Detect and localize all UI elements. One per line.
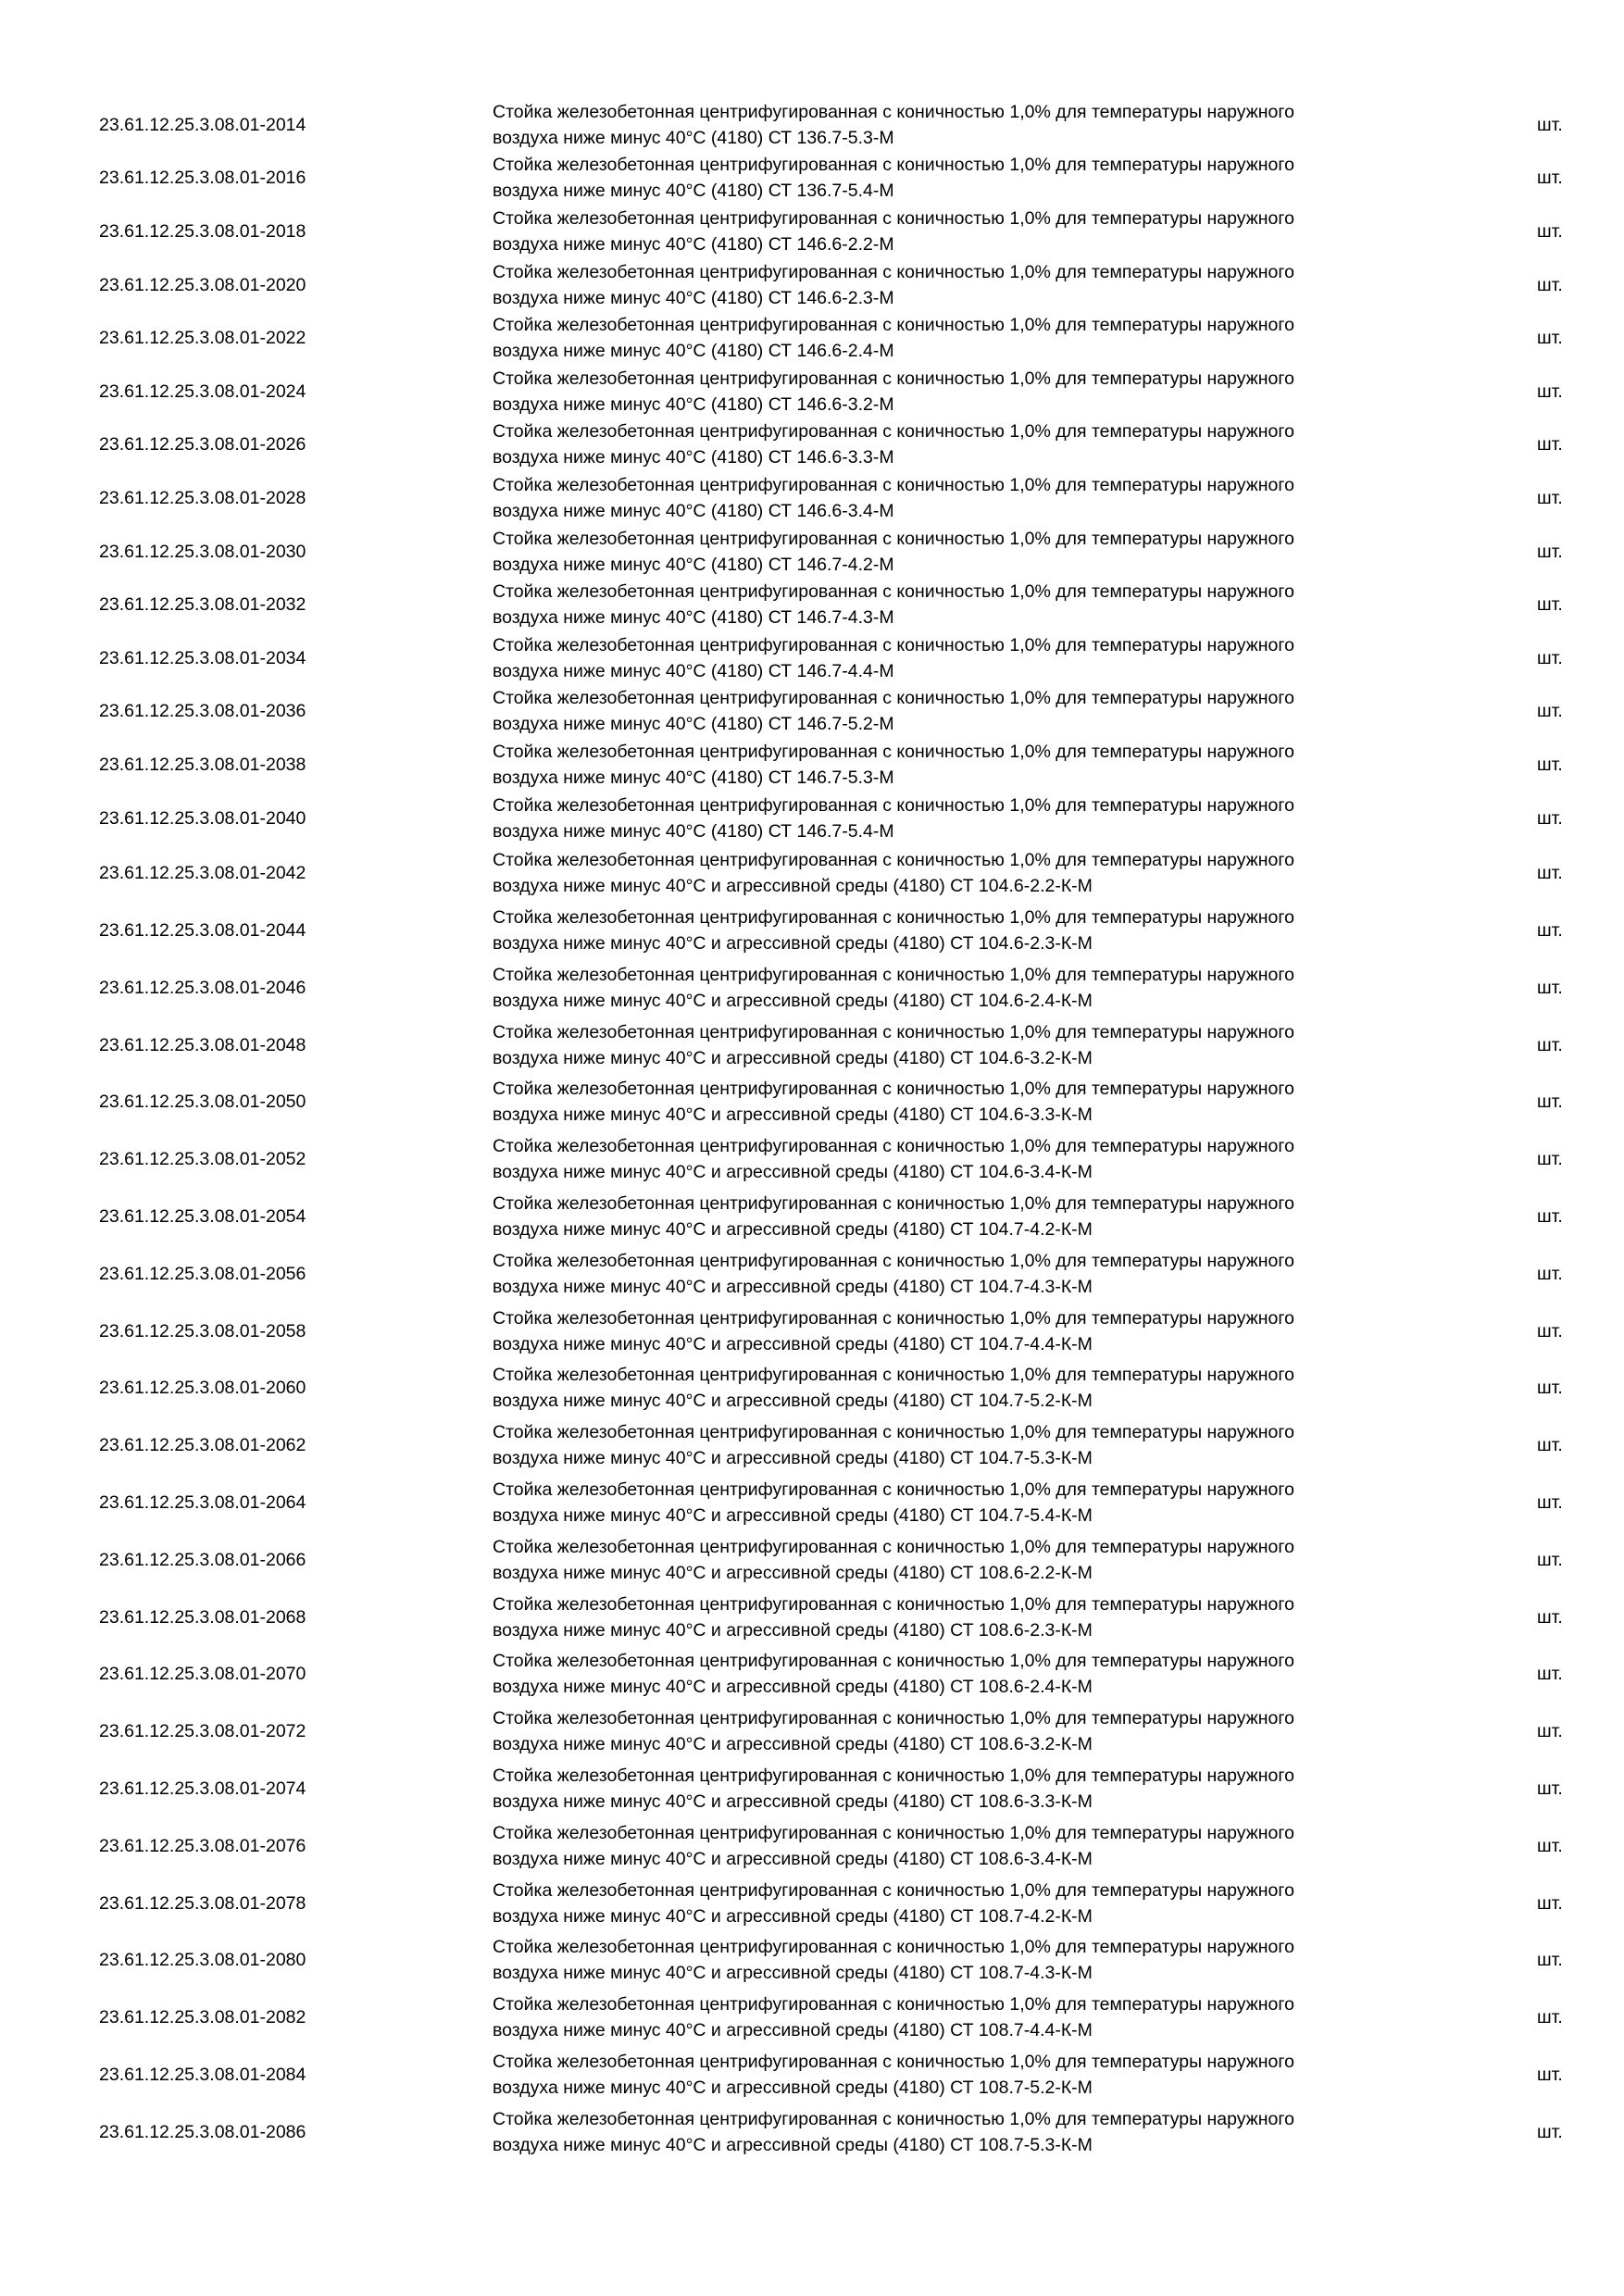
description-line-1: Стойка железобетонная центрифугированная с коничностью 1,0% для температуры наружного (493, 688, 1294, 709)
table-row (0, 1817, 1624, 1875)
resource-description (493, 1019, 1428, 1071)
description-line-2: воздуха ниже минус 40°С (4180) СТ 146.7-4.2-М (493, 554, 894, 575)
description-line-2: воздуха ниже минус 40°С (4180) СТ 146.7-5.3-М (493, 767, 894, 788)
unit-of-measure: шт. (1537, 754, 1563, 775)
resource-description (493, 685, 1428, 737)
resource-code: 23.61.12.25.3.08.01-2052 (99, 1149, 306, 1170)
description-line-2: воздуха ниже минус 40°С (4180) СТ 146.6-3.3-М (493, 447, 894, 468)
table-row (0, 2103, 1624, 2161)
unit-of-measure: шт. (1537, 920, 1563, 941)
resource-description (493, 1991, 1428, 2043)
table-row (0, 1188, 1624, 1245)
description-line-1: Стойка железобетонная центрифугированная с коничностью 1,0% для температуры наружного (493, 261, 1294, 282)
table-row (0, 1931, 1624, 1989)
description-line-2: воздуха ниже минус 40°С (4180) СТ 146.7-5.4-М (493, 820, 894, 842)
resource-code: 23.61.12.25.3.08.01-2018 (99, 220, 306, 242)
resource-description (493, 366, 1428, 418)
description-line-2: воздуха ниже минус 40°С (4180) СТ 146.6-2.4-М (493, 341, 894, 362)
table-row (0, 152, 1624, 206)
resource-description (493, 259, 1428, 311)
resource-code: 23.61.12.25.3.08.01-2036 (99, 701, 306, 722)
resource-code: 23.61.12.25.3.08.01-2044 (99, 920, 306, 941)
resource-description (493, 206, 1428, 257)
resource-code: 23.61.12.25.3.08.01-2026 (99, 434, 306, 455)
description-line-1: Стойка железобетонная центрифугированная с коничностью 1,0% для температуры наружного (493, 1192, 1294, 1214)
unit-of-measure: шт. (1537, 1721, 1563, 1742)
resource-code: 23.61.12.25.3.08.01-2066 (99, 1549, 306, 1570)
description-line-2: воздуха ниже минус 40°С и агрессивной среды (4180) СТ 104.6-3.2-К-М (493, 1047, 1093, 1068)
description-line-1: Стойка железобетонная центрифугированная с коничностью 1,0% для температуры наружного (493, 101, 1294, 122)
resource-code: 23.61.12.25.3.08.01-2046 (99, 977, 306, 998)
description-line-2: воздуха ниже минус 40°С и агрессивной среды (4180) СТ 104.7-4.2-К-М (493, 1218, 1093, 1240)
resource-code: 23.61.12.25.3.08.01-2082 (99, 2007, 306, 2028)
description-line-2: воздуха ниже минус 40°С (4180) СТ 146.6-2.2-М (493, 233, 894, 255)
resource-code: 23.61.12.25.3.08.01-2050 (99, 1092, 306, 1113)
table-row (0, 205, 1624, 258)
resource-description (493, 152, 1428, 204)
description-line-1: Стойка железобетонная центрифугированная с коничностью 1,0% для температуры наружного (493, 1079, 1294, 1100)
description-line-1: Стойка железобетонная центрифугированная с коничностью 1,0% для температуры наружного (493, 1365, 1294, 1386)
table-row (0, 525, 1624, 579)
resource-description (493, 905, 1428, 956)
table-row (0, 902, 1624, 959)
description-line-2: воздуха ниже минус 40°С (4180) СТ 146.6-2.3-М (493, 287, 894, 308)
table-row (0, 1245, 1624, 1303)
table-row (0, 1589, 1624, 1646)
resource-description (493, 847, 1428, 899)
resource-description (493, 472, 1428, 524)
table-row (0, 1703, 1624, 1760)
description-line-2: воздуха ниже минус 40°С и агрессивной среды (4180) СТ 104.7-5.2-К-М (493, 1391, 1093, 1412)
resource-description (493, 1191, 1428, 1242)
resource-code: 23.61.12.25.3.08.01-2054 (99, 1205, 306, 1227)
description-line-1: Стойка железобетонная центрифугированная с коничностью 1,0% для температуры наружного (493, 1021, 1294, 1042)
description-line-1: Стойка железобетонная центрифугированная с коничностью 1,0% для температуры наружного (493, 1593, 1294, 1615)
unit-of-measure: шт. (1537, 594, 1563, 616)
resource-description (493, 1820, 1428, 1872)
unit-of-measure: шт. (1537, 1320, 1563, 1341)
description-line-1: Стойка железобетонная центрифугированная с коничностью 1,0% для температуры наружного (493, 1651, 1294, 1672)
description-line-2: воздуха ниже минус 40°С и агрессивной среды (4180) СТ 104.7-4.3-К-М (493, 1276, 1093, 1297)
table-row (0, 1074, 1624, 1131)
resource-code: 23.61.12.25.3.08.01-2076 (99, 1835, 306, 1856)
unit-of-measure: шт. (1537, 1664, 1563, 1685)
unit-of-measure: шт. (1537, 328, 1563, 349)
table-row (0, 685, 1624, 739)
unit-of-measure: шт. (1537, 1205, 1563, 1227)
description-line-1: Стойка железобетонная центрифугированная с коничностью 1,0% для температуры наружного (493, 315, 1294, 336)
description-line-1: Стойка железобетонная центрифугированная с коничностью 1,0% для температуры наружного (493, 581, 1294, 603)
description-line-1: Стойка железобетонная центрифугированная с коничностью 1,0% для температуры наружного (493, 964, 1294, 985)
description-line-2: воздуха ниже минус 40°С и агрессивной среды (4180) СТ 108.7-4.3-К-М (493, 1963, 1093, 1984)
description-line-2: воздуха ниже минус 40°С и агрессивной среды (4180) СТ 104.6-3.3-К-М (493, 1104, 1093, 1126)
description-line-1: Стойка железобетонная центрифугированная с коничностью 1,0% для температуры наружного (493, 1879, 1294, 1901)
resource-description (493, 1705, 1428, 1757)
description-line-2: воздуха ниже минус 40°С (4180) СТ 146.6-3.2-М (493, 393, 894, 415)
resource-description (493, 1305, 1428, 1357)
unit-of-measure: шт. (1537, 1549, 1563, 1570)
description-line-2: воздуха ниже минус 40°С (4180) СТ 146.7-5.2-М (493, 714, 894, 735)
table-row (0, 578, 1624, 631)
table-row (0, 311, 1624, 365)
resource-description (493, 579, 1428, 630)
resource-description (493, 1934, 1428, 1986)
resource-description (493, 1591, 1428, 1643)
unit-of-measure: шт. (1537, 1892, 1563, 1914)
resource-code: 23.61.12.25.3.08.01-2078 (99, 1892, 306, 1914)
description-line-1: Стойка железобетонная центрифугированная с коничностью 1,0% для температуры наружного (493, 528, 1294, 549)
description-line-2: воздуха ниже минус 40°С и агрессивной среды (4180) СТ 108.6-3.4-К-М (493, 1848, 1093, 1869)
description-line-2: воздуха ниже минус 40°С (4180) СТ 146.7-4.4-М (493, 660, 894, 681)
description-line-2: воздуха ниже минус 40°С и агрессивной среды (4180) СТ 104.7-5.4-К-М (493, 1504, 1093, 1526)
unit-of-measure: шт. (1537, 1491, 1563, 1513)
table-row (0, 1303, 1624, 1360)
table-row (0, 418, 1624, 472)
description-line-1: Стойка железобетонная центрифугированная с коничностью 1,0% для температуры наружного (493, 1307, 1294, 1329)
description-line-2: воздуха ниже минус 40°С и агрессивной среды (4180) СТ 108.7-5.3-К-М (493, 2134, 1093, 2155)
description-line-1: Стойка железобетонная центрифугированная с коничностью 1,0% для температуры наружного (493, 474, 1294, 495)
resource-code: 23.61.12.25.3.08.01-2086 (99, 2121, 306, 2142)
resource-description (493, 418, 1428, 470)
unit-of-measure: шт. (1537, 434, 1563, 455)
description-line-2: воздуха ниже минус 40°С и агрессивной среды (4180) СТ 108.6-3.3-К-М (493, 1791, 1093, 1812)
unit-of-measure: шт. (1537, 2007, 1563, 2028)
description-line-1: Стойка железобетонная центрифугированная с коничностью 1,0% для температуры наружного (493, 207, 1294, 229)
table-row (0, 738, 1624, 792)
description-line-1: Стойка железобетонная центрифугированная с коничностью 1,0% для температуры наружного (493, 1994, 1294, 2015)
table-row (0, 792, 1624, 845)
resource-code: 23.61.12.25.3.08.01-2064 (99, 1491, 306, 1513)
description-line-2: воздуха ниже минус 40°С и агрессивной среды (4180) СТ 108.7-4.4-К-М (493, 2020, 1093, 2041)
resource-code: 23.61.12.25.3.08.01-2080 (99, 1950, 306, 1971)
resource-description (493, 962, 1428, 1014)
description-line-1: Стойка железобетонная центрифугированная с коничностью 1,0% для температуры наружного (493, 1136, 1294, 1157)
description-line-2: воздуха ниже минус 40°С и агрессивной среды (4180) СТ 104.6-2.2-К-М (493, 876, 1093, 897)
unit-of-measure: шт. (1537, 381, 1563, 402)
unit-of-measure: шт. (1537, 541, 1563, 562)
resource-code: 23.61.12.25.3.08.01-2020 (99, 274, 306, 295)
table-row (0, 844, 1624, 902)
description-line-1: Стойка железобетонная центрифугированная с коничностью 1,0% для температуры наружного (493, 1822, 1294, 1843)
price-table (0, 98, 1624, 2161)
resource-code: 23.61.12.25.3.08.01-2034 (99, 647, 306, 668)
resource-code: 23.61.12.25.3.08.01-2040 (99, 807, 306, 829)
description-line-2: воздуха ниже минус 40°С (4180) СТ 146.7-4.3-М (493, 607, 894, 629)
resource-description (493, 1648, 1428, 1700)
description-line-1: Стойка железобетонная центрифугированная с коничностью 1,0% для температуры наружного (493, 1422, 1294, 1443)
unit-of-measure: шт. (1537, 274, 1563, 295)
resource-description (493, 739, 1428, 791)
resource-description (493, 2049, 1428, 2101)
unit-of-measure: шт. (1537, 1034, 1563, 1055)
unit-of-measure: шт. (1537, 1835, 1563, 1856)
description-line-1: Стойка железобетонная центрифугированная с коничностью 1,0% для температуры наружного (493, 368, 1294, 389)
resource-code: 23.61.12.25.3.08.01-2056 (99, 1263, 306, 1284)
table-row (0, 1531, 1624, 1589)
table-row (0, 2046, 1624, 2103)
description-line-1: Стойка железобетонная центрифугированная с коничностью 1,0% для температуры наружного (493, 1708, 1294, 1729)
table-row (0, 1130, 1624, 1188)
description-line-1: Стойка железобетонная центрифугированная с коничностью 1,0% для температуры наружного (493, 794, 1294, 816)
table-row (0, 98, 1624, 152)
resource-description (493, 1076, 1428, 1128)
unit-of-measure: шт. (1537, 1092, 1563, 1113)
resource-description (493, 1477, 1428, 1529)
description-line-2: воздуха ниже минус 40°С и агрессивной среды (4180) СТ 108.7-5.2-К-М (493, 2077, 1093, 2098)
description-line-2: воздуха ниже минус 40°С (4180) СТ 136.7-5.3-М (493, 127, 894, 148)
table-row (0, 365, 1624, 418)
table-row (0, 1875, 1624, 1932)
description-line-1: Стойка железобетонная центрифугированная с коничностью 1,0% для температуры наружного (493, 1479, 1294, 1500)
description-line-2: воздуха ниже минус 40°С и агрессивной среды (4180) СТ 108.6-2.4-К-М (493, 1677, 1093, 1698)
unit-of-measure: шт. (1537, 807, 1563, 829)
table-row (0, 1760, 1624, 1817)
resource-code: 23.61.12.25.3.08.01-2022 (99, 328, 306, 349)
table-row (0, 1359, 1624, 1416)
table-row (0, 631, 1624, 685)
resource-code: 23.61.12.25.3.08.01-2016 (99, 168, 306, 189)
description-line-2: воздуха ниже минус 40°С и агрессивной среды (4180) СТ 104.6-2.4-К-М (493, 990, 1093, 1011)
unit-of-measure: шт. (1537, 1263, 1563, 1284)
table-row (0, 471, 1624, 525)
resource-code: 23.61.12.25.3.08.01-2060 (99, 1378, 306, 1399)
unit-of-measure: шт. (1537, 1778, 1563, 1799)
description-line-1: Стойка железобетонная центрифугированная с коничностью 1,0% для температуры наружного (493, 421, 1294, 443)
unit-of-measure: шт. (1537, 220, 1563, 242)
description-line-2: воздуха ниже минус 40°С (4180) СТ 136.7-5.4-М (493, 181, 894, 202)
description-line-1: Стойка железобетонная центрифугированная с коничностью 1,0% для температуры наружного (493, 634, 1294, 655)
table-row (0, 1416, 1624, 1474)
description-line-1: Стойка железобетонная центрифугированная с коничностью 1,0% для температуры наружного (493, 1536, 1294, 1557)
resource-description (493, 1763, 1428, 1815)
resource-description (493, 1362, 1428, 1414)
resource-code: 23.61.12.25.3.08.01-2032 (99, 594, 306, 616)
description-line-2: воздуха ниже минус 40°С и агрессивной среды (4180) СТ 104.7-4.4-К-М (493, 1333, 1093, 1354)
resource-code: 23.61.12.25.3.08.01-2084 (99, 2064, 306, 2085)
unit-of-measure: шт. (1537, 1378, 1563, 1399)
unit-of-measure: шт. (1537, 977, 1563, 998)
description-line-1: Стойка железобетонная центрифугированная с коничностью 1,0% для температуры наружного (493, 155, 1294, 176)
resource-code: 23.61.12.25.3.08.01-2058 (99, 1320, 306, 1341)
description-line-2: воздуха ниже минус 40°С и агрессивной среды (4180) СТ 104.7-5.3-К-М (493, 1448, 1093, 1469)
resource-code: 23.61.12.25.3.08.01-2074 (99, 1778, 306, 1799)
resource-code: 23.61.12.25.3.08.01-2072 (99, 1721, 306, 1742)
resource-description (493, 1878, 1428, 1929)
unit-of-measure: шт. (1537, 647, 1563, 668)
resource-description (493, 312, 1428, 364)
unit-of-measure: шт. (1537, 114, 1563, 135)
description-line-2: воздуха ниже минус 40°С и агрессивной среды (4180) СТ 108.6-2.3-К-М (493, 1619, 1093, 1641)
unit-of-measure: шт. (1537, 863, 1563, 884)
resource-code: 23.61.12.25.3.08.01-2062 (99, 1435, 306, 1456)
resource-code: 23.61.12.25.3.08.01-2014 (99, 114, 306, 135)
description-line-1: Стойка железобетонная центрифугированная с коничностью 1,0% для температуры наружного (493, 907, 1294, 928)
table-row (0, 1017, 1624, 1074)
table-row (0, 1989, 1624, 2046)
resource-code: 23.61.12.25.3.08.01-2038 (99, 754, 306, 775)
resource-description (493, 1133, 1428, 1185)
description-line-2: воздуха ниже минус 40°С и агрессивной среды (4180) СТ 108.7-4.2-К-М (493, 1905, 1093, 1927)
description-line-2: воздуха ниже минус 40°С (4180) СТ 146.6-3.4-М (493, 500, 894, 521)
unit-of-measure: шт. (1537, 2121, 1563, 2142)
unit-of-measure: шт. (1537, 1606, 1563, 1628)
resource-description (493, 632, 1428, 684)
resource-description (493, 1248, 1428, 1300)
resource-code: 23.61.12.25.3.08.01-2028 (99, 487, 306, 508)
description-line-1: Стойка железобетонная центрифугированная с коничностью 1,0% для температуры наружного (493, 2108, 1294, 2129)
description-line-2: воздуха ниже минус 40°С и агрессивной среды (4180) СТ 104.6-3.4-К-М (493, 1162, 1093, 1183)
resource-code: 23.61.12.25.3.08.01-2042 (99, 863, 306, 884)
description-line-1: Стойка железобетонная центрифугированная с коничностью 1,0% для температуры наружного (493, 1937, 1294, 1958)
unit-of-measure: шт. (1537, 1950, 1563, 1971)
resource-description (493, 792, 1428, 844)
unit-of-measure: шт. (1537, 1149, 1563, 1170)
description-line-2: воздуха ниже минус 40°С и агрессивной среды (4180) СТ 104.6-2.3-К-М (493, 933, 1093, 954)
description-line-2: воздуха ниже минус 40°С и агрессивной среды (4180) СТ 108.6-2.2-К-М (493, 1562, 1093, 1583)
resource-description (493, 1419, 1428, 1471)
description-line-1: Стойка железобетонная центрифугированная с коничностью 1,0% для температуры наружного (493, 2051, 1294, 2072)
resource-description (493, 99, 1428, 151)
resource-code: 23.61.12.25.3.08.01-2030 (99, 541, 306, 562)
description-line-1: Стойка железобетонная центрифугированная с коничностью 1,0% для температуры наружного (493, 1250, 1294, 1271)
description-line-1: Стойка железобетонная центрифугированная с коничностью 1,0% для температуры наружного (493, 850, 1294, 871)
description-line-1: Стойка железобетонная центрифугированная с коничностью 1,0% для температуры наружного (493, 1765, 1294, 1786)
table-row (0, 959, 1624, 1017)
resource-description (493, 2106, 1428, 2158)
unit-of-measure: шт. (1537, 1435, 1563, 1456)
description-line-2: воздуха ниже минус 40°С и агрессивной среды (4180) СТ 108.6-3.2-К-М (493, 1734, 1093, 1755)
description-line-1: Стойка железобетонная центрифугированная с коничностью 1,0% для температуры наружного (493, 741, 1294, 762)
resource-code: 23.61.12.25.3.08.01-2048 (99, 1034, 306, 1055)
unit-of-measure: шт. (1537, 701, 1563, 722)
resource-code: 23.61.12.25.3.08.01-2070 (99, 1664, 306, 1685)
unit-of-measure: шт. (1537, 487, 1563, 508)
unit-of-measure: шт. (1537, 2064, 1563, 2085)
table-row (0, 258, 1624, 312)
resource-description (493, 1534, 1428, 1586)
resource-code: 23.61.12.25.3.08.01-2068 (99, 1606, 306, 1628)
resource-code: 23.61.12.25.3.08.01-2024 (99, 381, 306, 402)
table-row (0, 1474, 1624, 1531)
unit-of-measure: шт. (1537, 168, 1563, 189)
table-row (0, 1645, 1624, 1703)
resource-description (493, 526, 1428, 578)
